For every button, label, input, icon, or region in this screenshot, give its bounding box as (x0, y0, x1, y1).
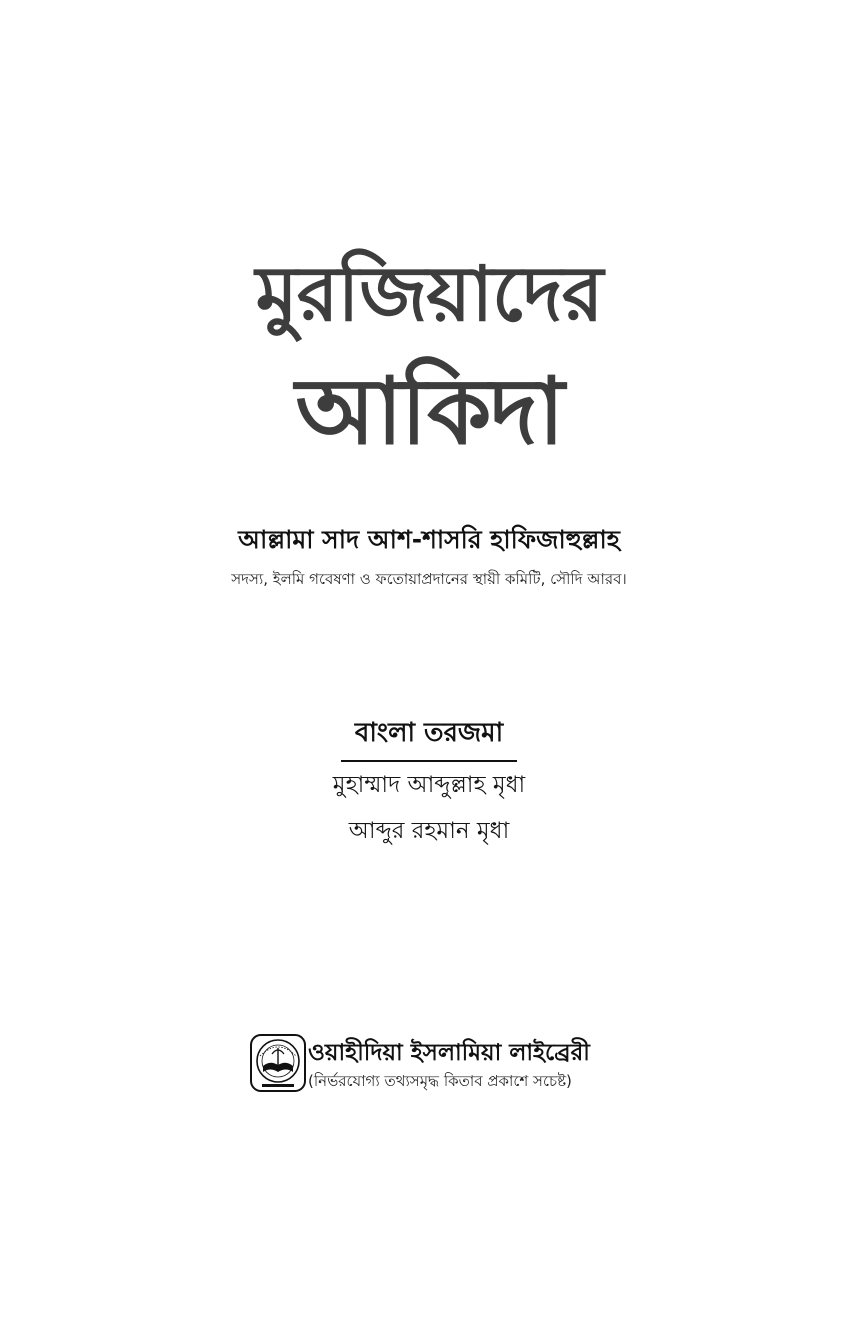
book-title-line-1: মুরজিয়াদের (255, 249, 603, 338)
translator-name: মুহাম্মাদ আব্দুল্লাহ মৃধা (332, 772, 526, 798)
translator-name: আব্দুর রহমান মৃধা (348, 818, 510, 844)
publisher-block (248, 1030, 618, 1098)
book-title-line-2: আকিদা (295, 358, 563, 465)
publisher-tagline: (নির্ভরযোগ্য তথ্যসমৃদ্ধ কিতাব প্রকাশে সচেষ্ট) (308, 1072, 572, 1090)
book-emblem-icon (248, 1032, 308, 1094)
author-description: সদস্য, ইলমি গবেষণা ও ফতোয়াপ্রদানের স্থায়ী কমিটি, সৌদি আরব। (231, 570, 627, 588)
translation-heading: বাংলা তরজমা (341, 712, 517, 762)
author-name: আল্লামা সাদ আশ-শাসরি হাফিজাহুল্লাহ (238, 525, 620, 554)
translation-heading-wrap (0, 712, 858, 762)
publisher-name: ওয়াহীদিয়া ইসলামিয়া লাইব্রেরী (308, 1040, 590, 1066)
